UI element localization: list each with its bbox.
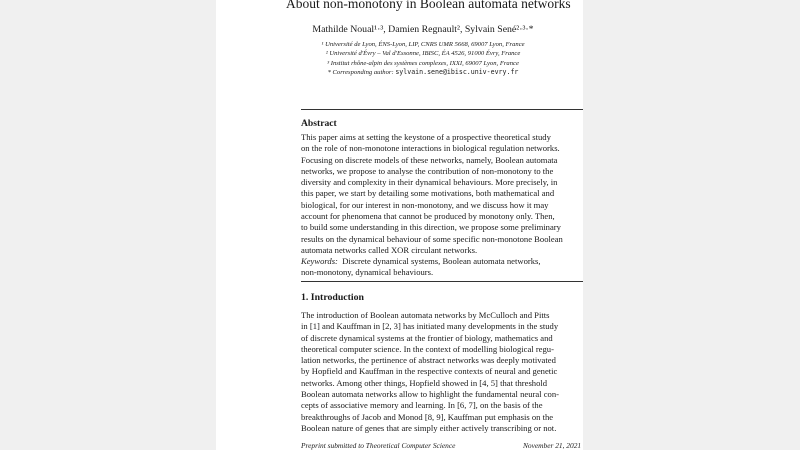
keywords-label: Keywords: bbox=[301, 256, 338, 266]
keywords-line: non-monotony, dynamical behaviours. bbox=[301, 267, 434, 278]
abstract-line: This paper aims at setting the keystone of a prospective theoretical study bbox=[301, 132, 551, 142]
abstract-line: Focusing on discrete models of these networks, namely, Boolean automata bbox=[301, 154, 558, 165]
abstract-line: results on the dynamical behaviour of some specific non-monotone Boolean bbox=[301, 233, 563, 244]
section-heading: 1. Introduction bbox=[301, 292, 364, 303]
footer-date: November 21, 2021 bbox=[523, 441, 582, 450]
introduction-body bbox=[301, 310, 583, 434]
abstract-line: networks, we propose to analyse the contribution of non-monotony to the bbox=[301, 165, 554, 176]
intro-line: Boolean automata networks allow to highlight the fundamental neural con- bbox=[301, 389, 559, 400]
footer-venue: Preprint submitted to Theoretical Computer Science bbox=[301, 441, 456, 450]
intro-line: networks. Among other things, Hopfield showed in [4, 5] that threshold bbox=[301, 377, 548, 388]
corresponding-author bbox=[216, 68, 583, 77]
author-list: Mathilde Noual¹·³, Damien Regnault², Sylvain Sené²·³·* bbox=[312, 24, 534, 35]
abstract-heading: Abstract bbox=[301, 118, 337, 129]
intro-line: theoretical computer science. In the context of modelling biological regu- bbox=[301, 343, 554, 354]
abstract-top-rule bbox=[301, 109, 583, 110]
abstract-line: automata networks called XOR circulant networks. bbox=[301, 244, 478, 255]
keywords-text: Discrete dynamical systems, Boolean automata networks, bbox=[342, 256, 541, 266]
affiliations bbox=[216, 40, 583, 78]
intro-line: lation networks, the pertinence of abstract networks was deeply motivated bbox=[301, 355, 556, 366]
intro-line: cepts of associative memory and learning. In [6, 7], on the basis of the bbox=[301, 400, 543, 411]
affiliation-line: ³ Institut rhône-alpin des systèmes complexes, IXXI, 69007 Lyon, France bbox=[327, 59, 519, 67]
intro-line: breakthroughs of Jacob and Monod [8, 9], Kauffman put emphasis on the bbox=[301, 411, 554, 422]
intro-line: Boolean nature of genes that are simply either actively transcribing or not. bbox=[301, 422, 557, 433]
paper-page bbox=[216, 0, 583, 450]
affiliation-line: ¹ Université de Lyon, ÉNS-Lyon, LIP, CNRS UMR 5668, 69007 Lyon, France bbox=[321, 41, 525, 48]
abstract-line: biological, for our interest in non-monotony, and we discuss how it may bbox=[301, 199, 549, 210]
abstract-line: this paper, we start by detailing some motivations, both mathematical and bbox=[301, 188, 555, 199]
affiliation-line: ² Université d'Évry – Val d'Essonne, IBISC, ÉA 4526, 91000 Évry, France bbox=[325, 50, 521, 58]
abstract-line: account for phenomena that cannot be produced by monotony only. Then, bbox=[301, 211, 555, 222]
keywords bbox=[301, 256, 583, 279]
intro-line: The introduction of Boolean automata networks by McCulloch and Pitts bbox=[301, 310, 550, 320]
abstract-line: diversity and complexity in their dynamical behaviours. More precisely, in bbox=[301, 177, 558, 188]
corresponding-label: * Corresponding author: bbox=[327, 69, 394, 77]
abstract-bottom-rule bbox=[301, 281, 583, 282]
intro-line: of discrete dynamical systems at the frontier of biology, mathematics and bbox=[301, 332, 553, 343]
intro-line: by Hopfield and Kauffman in the respective contexts of neural and genetic bbox=[301, 366, 558, 377]
abstract-line: to build some understanding in this direction, we propose some preliminary bbox=[301, 222, 561, 233]
corresponding-email[interactable]: sylvain.sene@ibisc.univ-evry.fr bbox=[395, 68, 519, 77]
paper-title: About non-monotony in Boolean automata networks bbox=[286, 0, 571, 11]
keywords-line bbox=[301, 256, 583, 267]
intro-line: in [1] and Kauffman in [2, 3] has initiated many developments in the study bbox=[301, 321, 559, 332]
abstract-line: on the role of non-monotone interactions in biological regulation networks. bbox=[301, 143, 560, 154]
abstract-body bbox=[301, 132, 583, 256]
